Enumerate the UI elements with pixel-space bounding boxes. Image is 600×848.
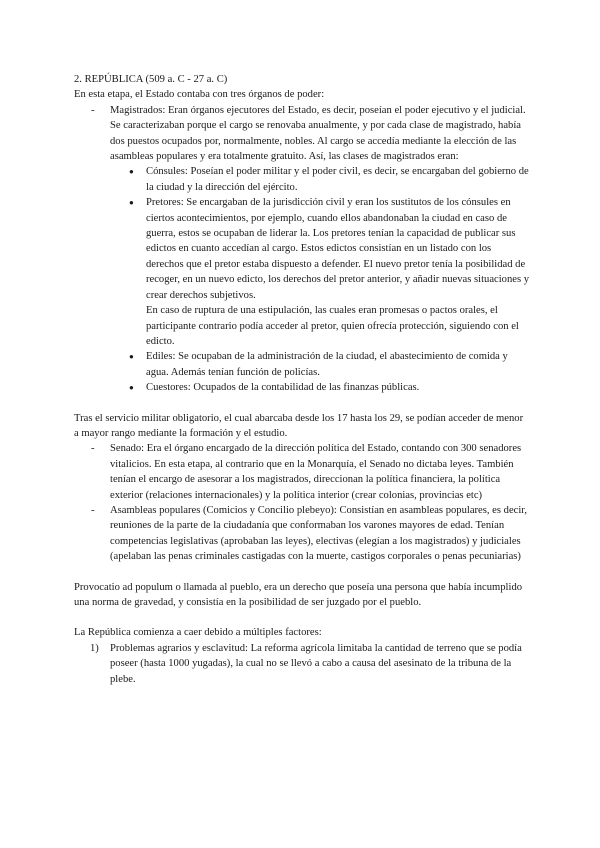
otros-organos-list xyxy=(74,441,530,564)
list-item-cuestores xyxy=(110,380,530,395)
list-item-factor xyxy=(74,641,530,687)
bullet-marker: ● xyxy=(129,167,134,177)
pretores-text: Pretores: Se encargaban de la jurisdicción civil y eran los sustitutos de los cónsules en ciertos acontecimientos, por ejemplo, cuando ellos abandonaban la ciudad en caso de guerra, estos se ocupaban de liderar la. Los pretores tenían la capacidad de publicar sus edictos en cuanto accedían al cargo. Estos edictos consistían en un listado con los derechos que el pretor estaba dispuesto a defender. El nuevo pretor tenía la posibilidad de recoger, en un nuevo edicto, los derechos del pretor anterior, y añadir nuevas situaciones y crear derechos subjetivos. xyxy=(146,197,530,301)
paragraph-gap xyxy=(74,610,530,625)
consules-text: Cónsules: Poseían el poder militar y el poder civil, es decir, se encargaban del gobierno de la ciudad y la dirección del ejército. xyxy=(146,166,529,193)
caida-intro: La República comienza a caer debido a múltiples factores: xyxy=(74,627,322,639)
factores-list xyxy=(74,641,530,687)
paragraph-gap xyxy=(74,396,530,411)
paragraph-gap xyxy=(74,565,530,580)
magistrados-clases-list xyxy=(110,164,530,395)
factor-text: Problemas agrarios y esclavitud: La reforma agrícola limitaba la cantidad de terreno que se podía poseer (hasta 1000 yugadas), la cual no se llevó a cabo a causa del asesinato de la tribuna de la plebe. xyxy=(110,642,522,685)
dash-marker: - xyxy=(91,504,95,516)
cuestores-text: Cuestores: Ocupados de la contabilidad de las finanzas públicas. xyxy=(146,382,420,394)
bullet-marker: ● xyxy=(129,352,134,362)
bullet-marker: ● xyxy=(129,383,134,393)
list-item-asambleas xyxy=(74,503,530,565)
section-heading: 2. REPÚBLICA (509 a. C - 27 a. C) xyxy=(74,74,228,85)
section-intro: En esta etapa, el Estado contaba con tres órganos de poder: xyxy=(74,89,325,101)
list-item-senado xyxy=(74,441,530,503)
bullet-marker: ● xyxy=(129,198,134,208)
organos-list xyxy=(74,103,530,396)
provocatio-paragraph: Provocatio ad populum o llamada al pueblo, era un derecho que poseía una persona que había incumplido una norma de gravedad, y consistía en la posibilidad de ser juzgado por el pueblo. xyxy=(74,581,523,608)
dash-marker: - xyxy=(91,443,95,455)
servicio-militar-paragraph: Tras el servicio militar obligatorio, el cual abarcaba desde los 17 hasta los 29, se podían acceder de menor a mayor rango mediante la formación y el estudio. xyxy=(74,412,524,439)
list-item-magistrados xyxy=(74,103,530,396)
magistrados-text: Magistrados: Eran órganos ejecutores del Estado, es decir, poseían el poder ejecutivo y el judicial. Se caracterizaban porque el cargo se renovaba anualmente, y por cada clase de magistrado, había dos puestos ocupados por, normalmente, nobles. Al cargo se accedía mediante la elección de las asambleas populares y era totalmente gratuito. Así, las clases de magistrados eran: xyxy=(110,104,526,163)
dash-marker: - xyxy=(91,104,95,116)
senado-text: Senado: Era el órgano encargado de la dirección política del Estado, contando con 300 senadores vitalicios. En esta etapa, al contrario que en la Monarquía, el Senado no dictaba leyes. También tenían el encargo de asesorar a los magistrados, direccionan la política financiera, la política exterior (relaciones internacionales) y la política interior (crear colonias, provincias etc) xyxy=(110,443,522,501)
asambleas-text: Asambleas populares (Comicios y Concilio plebeyo): Consistían en asambleas populares, es decir, reuniones de la parte de la ciudadanía que conformaban los varones mayores de edad. Tenían competencias legislativas (aprobaban las leyes), electivas (elegían a los magistrados) y judiciales (apelaban las penas criminales castigadas con la muerte, castigos corporales o penas pecuniarias) xyxy=(110,504,528,563)
list-item-ediles xyxy=(110,349,530,380)
list-item-consules xyxy=(110,164,530,195)
document-page xyxy=(74,72,530,687)
list-item-pretores xyxy=(110,195,530,349)
ediles-text: Ediles: Se ocupaban de la administración de la ciudad, el abastecimiento de comida y agua. Además tenían función de policías. xyxy=(146,351,508,378)
number-marker: 1) xyxy=(90,642,99,654)
pretores-extra-text: En caso de ruptura de una estipulación, las cuales eran promesas o pactos orales, el participante contrario podía acceder al pretor, quien ofrecía protección, siguiendo con el edicto. xyxy=(146,305,519,347)
